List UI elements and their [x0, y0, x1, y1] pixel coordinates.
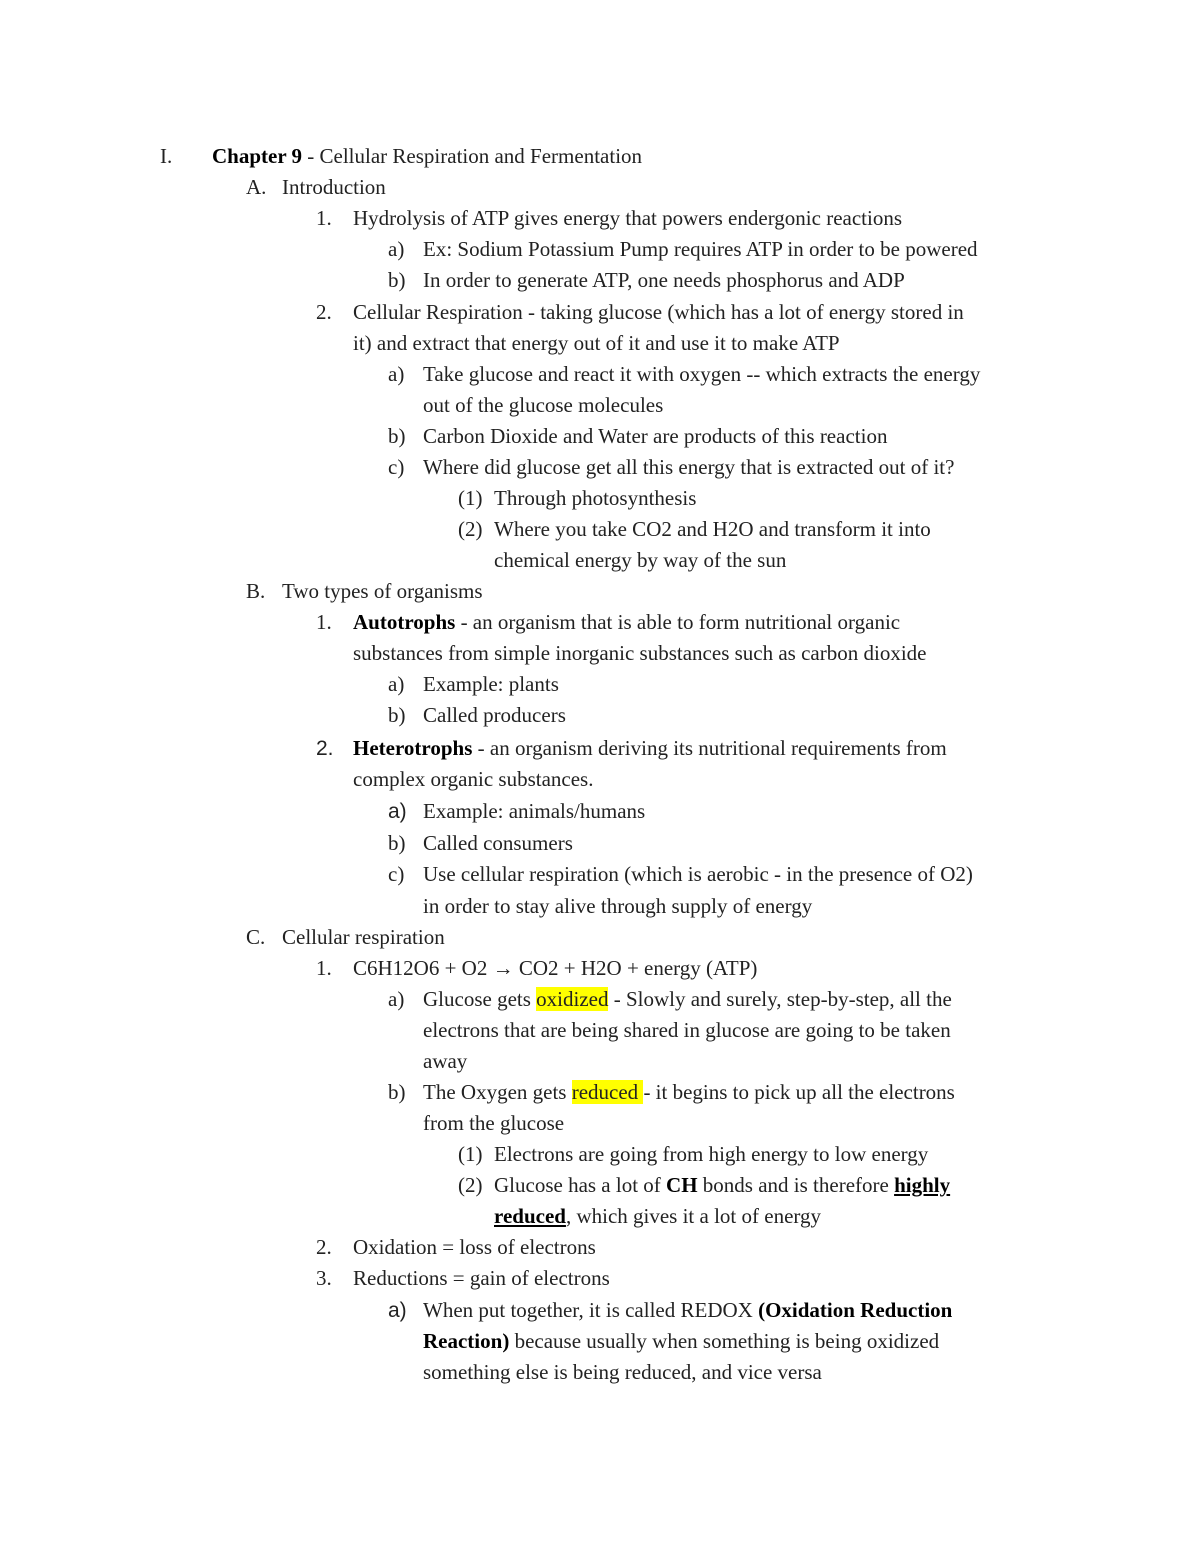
text-run: Glucose gets — [423, 987, 537, 1011]
outline-marker: a) — [388, 672, 405, 696]
outline-item-continuation: away — [423, 1049, 468, 1073]
outline-marker: 2. — [316, 737, 334, 760]
outline-item: Where you take CO2 and H2O and transform it into — [494, 517, 931, 541]
text-run: Glucose has a lot of — [494, 1173, 667, 1197]
outline-item-continuation: complex organic substances. — [353, 767, 594, 791]
outline-item: Take glucose and react it with oxygen -- which extracts the energy — [423, 362, 981, 386]
outline-item-continuation: from the glucose — [423, 1111, 565, 1135]
outline-marker: b) — [388, 1080, 406, 1104]
text-run: - it begins to pick up all the electrons — [643, 1080, 955, 1104]
outline-item-continuation: it) and extract that energy out of it and use it to make ATP — [353, 331, 840, 355]
outline-marker: a) — [388, 800, 407, 823]
outline-marker: a) — [388, 1299, 407, 1322]
outline-item-continuation: substances from simple inorganic substances such as carbon dioxide — [353, 641, 927, 665]
outline-item-continuation — [423, 1326, 939, 1357]
outline-marker: (2) — [458, 1173, 483, 1197]
chapter-title: - Cellular Respiration and Fermentation — [302, 144, 643, 168]
definition-text: - an organism that is able to form nutritional organic — [455, 610, 901, 634]
outline-item-continuation: something else is being reduced, and vice versa — [423, 1360, 822, 1384]
section-title: Cellular respiration — [282, 925, 445, 949]
outline-item-continuation: in order to stay alive through supply of energy — [423, 894, 813, 918]
outline-item: Reductions = gain of electrons — [353, 1266, 610, 1290]
outline-item: Hydrolysis of ATP gives energy that powers endergonic reactions — [353, 206, 903, 230]
text-run: When put together, it is called REDOX — [423, 1298, 759, 1322]
outline-marker: a) — [388, 362, 405, 386]
chapter-number: Chapter 9 — [212, 144, 303, 168]
outline-marker: b) — [388, 703, 406, 727]
outline-item: Example: animals/humans — [423, 799, 646, 823]
outline-item — [494, 1170, 950, 1201]
outline-item: Where did glucose get all this energy that is extracted out of it? — [423, 455, 955, 479]
outline-marker: 1. — [316, 610, 332, 634]
section-title: Two types of organisms — [282, 579, 483, 603]
text-run: bonds and is therefore — [697, 1173, 895, 1197]
outline-item-continuation — [494, 1201, 821, 1232]
outline-item — [353, 607, 900, 638]
outline-marker: (1) — [458, 1142, 483, 1166]
outline-marker: (1) — [458, 486, 483, 510]
text-run: - Slowly and surely, step-by-step, all the — [608, 987, 952, 1011]
text-run: , which gives it a lot of energy — [565, 1204, 822, 1228]
term-highly: highly — [894, 1173, 951, 1197]
outline-item — [353, 733, 947, 764]
outline-item: Carbon Dioxide and Water are products of this reaction — [423, 424, 888, 448]
text-run: because usually when something is being oxidized — [509, 1329, 940, 1353]
term-reduced: reduced — [494, 1204, 566, 1228]
outline-marker: 2. — [316, 300, 332, 324]
outline-marker: a) — [388, 237, 405, 261]
text-run: The Oxygen gets — [423, 1080, 572, 1104]
outline-marker: c) — [388, 455, 405, 479]
section-title: Introduction — [282, 175, 386, 199]
highlight-oxidized: oxidized — [536, 987, 609, 1011]
outline-marker: c) — [388, 862, 405, 886]
outline-item — [423, 1295, 952, 1326]
outline-marker: b) — [388, 424, 406, 448]
outline-marker: b) — [388, 831, 406, 855]
outline-item: Cellular Respiration - taking glucose (which has a lot of energy stored in — [353, 300, 964, 324]
outline-marker: 1. — [316, 206, 332, 230]
outline-marker: I. — [160, 144, 173, 168]
outline-marker: b) — [388, 268, 406, 292]
term-autotrophs: Autotrophs — [353, 610, 456, 634]
outline-marker: C. — [246, 925, 266, 949]
chapter-heading — [212, 141, 642, 172]
equation: C6H12O6 + O2 → CO2 + H2O + energy (ATP) — [353, 956, 758, 980]
highlight-reduced: reduced — [571, 1080, 644, 1104]
outline-item: Use cellular respiration (which is aerobic - in the presence of O2) — [423, 862, 973, 886]
outline-item: Called consumers — [423, 831, 573, 855]
outline-marker: (2) — [458, 517, 483, 541]
outline-item: Electrons are going from high energy to low energy — [494, 1142, 929, 1166]
outline-item: Example: plants — [423, 672, 559, 696]
definition-text: - an organism deriving its nutritional requirements from — [472, 736, 947, 760]
outline-item: In order to generate ATP, one needs phosphorus and ADP — [423, 268, 905, 292]
outline-marker: a) — [388, 987, 405, 1011]
outline-item-continuation: electrons that are being shared in glucose are going to be taken — [423, 1018, 951, 1042]
outline-item: Ex: Sodium Potassium Pump requires ATP in order to be powered — [423, 237, 978, 261]
outline-item: Called producers — [423, 703, 566, 727]
term-heterotrophs: Heterotrophs — [353, 736, 473, 760]
outline-marker: 1. — [316, 956, 332, 980]
outline-marker: A. — [246, 175, 267, 199]
outline-marker: 2. — [316, 1235, 332, 1259]
outline-marker: 3. — [316, 1266, 332, 1290]
outline-item — [423, 1077, 955, 1108]
term-redox-1: (Oxidation Reduction — [758, 1298, 953, 1322]
outline-item-continuation: chemical energy by way of the sun — [494, 548, 787, 572]
outline-marker: B. — [246, 579, 266, 603]
outline-item — [423, 984, 952, 1015]
outline-item: Oxidation = loss of electrons — [353, 1235, 596, 1259]
outline-item-continuation: out of the glucose molecules — [423, 393, 664, 417]
term-ch: CH — [666, 1173, 698, 1197]
outline-item: Through photosynthesis — [494, 486, 697, 510]
term-redox-2: Reaction) — [423, 1329, 510, 1353]
